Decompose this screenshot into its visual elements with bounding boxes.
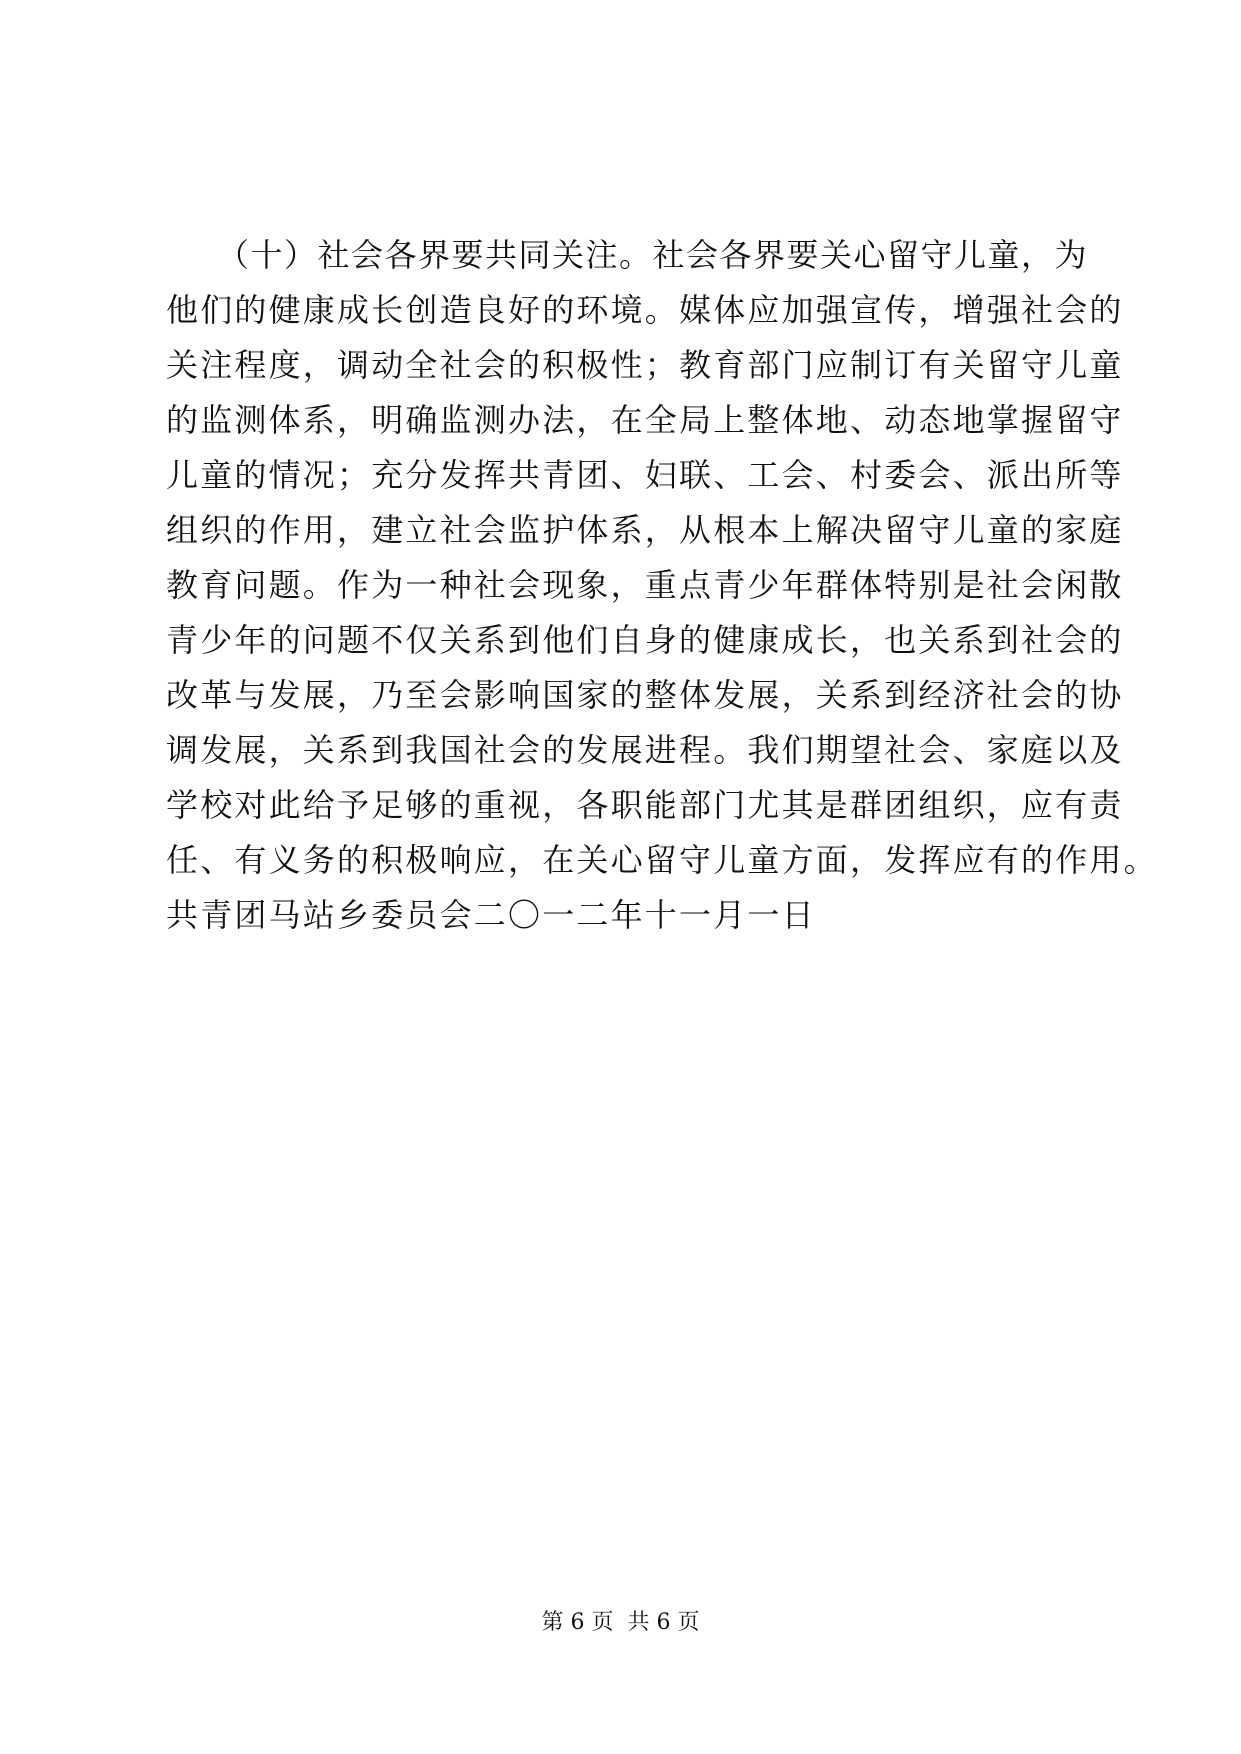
text-line: 教育问题。作为一种社会现象，重点青少年群体特别是社会闲散 [166, 566, 1124, 604]
text-line: 儿童的情况；充分发挥共青团、妇联、工会、村委会、派出所等 [166, 456, 1124, 494]
text-line: 的监测体系，明确监测办法，在全局上整体地、动态地掌握留守 [166, 401, 1124, 439]
text-line: 关注程度，调动全社会的积极性；教育部门应制订有关留守儿童 [166, 346, 1124, 384]
text-line: 组织的作用，建立社会监护体系，从根本上解决留守儿童的家庭 [166, 511, 1124, 549]
page-number-footer: 第 6 页 共 6 页 [541, 1610, 700, 1635]
text-line: 调发展，关系到我国社会的发展进程。我们期望社会、家庭以及 [166, 731, 1124, 769]
text-line: 改革与发展，乃至会影响国家的整体发展，关系到经济社会的协 [166, 676, 1124, 714]
text-line: 他们的健康成长创造良好的环境。媒体应加强宣传，增强社会的 [166, 291, 1124, 329]
signature-line: 共青团马站乡委员会二〇一二年十一月一日 [166, 896, 816, 934]
text-line: 青少年的问题不仅关系到他们自身的健康成长，也关系到社会的 [166, 621, 1124, 659]
body-paragraph [166, 228, 1158, 943]
text-line: （十）社会各界要共同关注。社会各界要关心留守儿童，为 [166, 236, 1089, 274]
text-line: 学校对此给予足够的重视，各职能部门尤其是群团组织，应有责 [166, 786, 1124, 824]
text-line: 任、有义务的积极响应，在关心留守儿童方面，发挥应有的作用。 [166, 841, 1158, 879]
